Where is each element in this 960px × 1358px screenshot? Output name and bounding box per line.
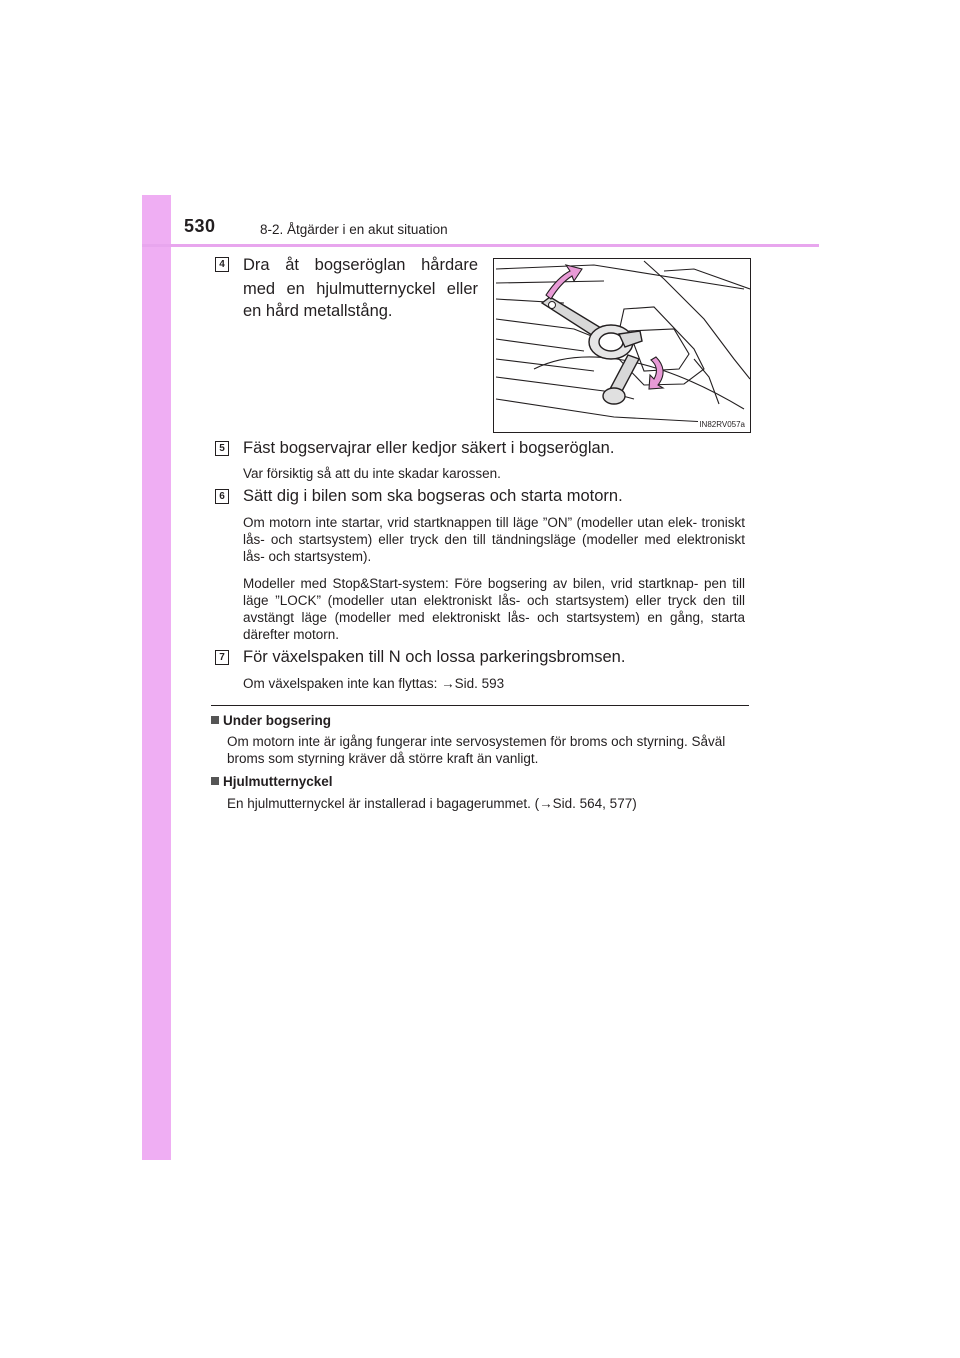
step-badge-5: 5 bbox=[215, 441, 229, 456]
tow-eyelet-wrench-illustration bbox=[493, 258, 751, 433]
info-text-towing: Om motorn inte är igång fungerar inte servosystemen för broms och styrning. Såväl broms som styrning kräver då större kraft än vanligt. bbox=[227, 734, 726, 766]
section-title: 8-2. Åtgärder i en akut situation bbox=[260, 222, 448, 237]
section-divider bbox=[211, 705, 749, 706]
step-7-note: Om växelspaken inte kan flyttas: →Sid. 593 bbox=[243, 676, 505, 691]
step-badge-6: 6 bbox=[215, 489, 229, 504]
info-text-wrench: En hjulmutternyckel är installerad i bagagerummet. (→Sid. 564, 577) bbox=[227, 796, 637, 811]
step-4-line-2: med en hjulmutternyckel eller bbox=[243, 280, 478, 298]
step-badge-7: 7 bbox=[215, 650, 229, 665]
illustration-code: IN82RV057a bbox=[699, 420, 745, 429]
step-4-line-1: Dra åt bogseröglan hårdare bbox=[243, 256, 478, 274]
step-5-text: Fäst bogservajrar eller kedjor säkert i bogseröglan. bbox=[243, 439, 615, 457]
info-heading-wrench-label: Hjulmutternyckel bbox=[223, 774, 333, 789]
info-heading-towing-label: Under bogsering bbox=[223, 713, 332, 728]
wrench-tightening-drawing bbox=[494, 259, 750, 432]
step-badge-4: 4 bbox=[215, 257, 229, 272]
step-6-text: Sätt dig i bilen som ska bogseras och starta motorn. bbox=[243, 487, 623, 505]
bullet-square-icon bbox=[211, 777, 219, 785]
info-heading-wrench bbox=[211, 774, 333, 789]
bullet-square-icon bbox=[211, 716, 219, 724]
step-6-note-2: Modeller med Stop&Start-system: Före bogsering av bilen, vrid startknap- pen till läge ”LOCK” (modeller utan elektroniskt lås- och startsystem) eller tryck den till avstängt läge (modeller med elektroniskt lås- och startsystem) en gång, starta därefter motorn. bbox=[243, 576, 745, 642]
step-6-note-1: Om motorn inte startar, vrid startknappen till läge ”ON” (modeller utan elek- troniskt lås- och startsystem) eller tryck den till tändningsläge (modeller med elektroniskt lås- och startsystem). bbox=[243, 515, 745, 564]
info-heading-towing bbox=[211, 713, 331, 728]
chapter-sidebar-tab bbox=[142, 195, 171, 1160]
header-rule bbox=[142, 244, 819, 247]
page-number: 530 bbox=[184, 216, 216, 236]
step-7-text: För växelspaken till N och lossa parkeringsbromsen. bbox=[243, 648, 626, 666]
step-5-note: Var försiktig så att du inte skadar karossen. bbox=[243, 466, 501, 481]
step-4-line-3: en hård metallstång. bbox=[243, 302, 393, 320]
